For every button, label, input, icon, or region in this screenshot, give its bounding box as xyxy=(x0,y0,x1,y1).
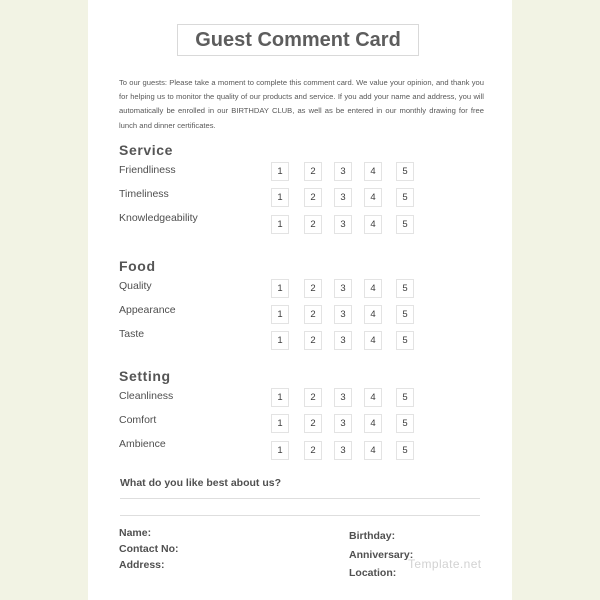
criterion-label: Cleanliness xyxy=(119,390,174,402)
birthday-label: Birthday: xyxy=(349,530,396,542)
rating-option[interactable]: 3 xyxy=(334,441,352,460)
rating-option[interactable]: 5 xyxy=(396,331,414,350)
rating-option[interactable]: 5 xyxy=(396,414,414,433)
rating-option[interactable]: 3 xyxy=(334,162,352,181)
intro-paragraph: To our guests: Please take a moment to complete this comment card. We value your opinion, and thank you for helping us to monitor the quality of our products and service. If you add your name and address, you will automatically be enrolled in our BIRTHDAY CLUB, as well as be entered in our monthly drawing for free lunch and dinner certificates. xyxy=(119,78,484,130)
rating-option[interactable]: 4 xyxy=(364,188,382,207)
rating-option[interactable]: 4 xyxy=(364,162,382,181)
rating-option[interactable]: 4 xyxy=(364,279,382,298)
section-heading: Service xyxy=(119,142,174,158)
location-label: Location: xyxy=(349,567,397,579)
rating-option[interactable]: 5 xyxy=(396,388,414,407)
rating-option[interactable]: 5 xyxy=(396,279,414,298)
rating-option[interactable]: 4 xyxy=(364,215,382,234)
rating-option[interactable]: 1 xyxy=(271,279,289,298)
name-label: Name: xyxy=(119,527,152,539)
rating-option[interactable]: 2 xyxy=(304,162,322,181)
best-about-us-question: What do you like best about us? xyxy=(120,477,282,489)
rating-option[interactable]: 5 xyxy=(396,441,414,460)
rating-option[interactable]: 5 xyxy=(396,162,414,181)
rating-option[interactable]: 3 xyxy=(334,188,352,207)
rating-option[interactable]: 3 xyxy=(334,215,352,234)
rating-option[interactable]: 2 xyxy=(304,215,322,234)
criterion-label: Taste xyxy=(119,328,145,340)
criterion-label: Knowledgeability xyxy=(119,212,198,224)
contact-no-label: Contact No: xyxy=(119,543,179,555)
answer-line[interactable] xyxy=(120,515,480,516)
section-heading: Food xyxy=(119,258,156,274)
rating-option[interactable]: 2 xyxy=(304,331,322,350)
answer-line[interactable] xyxy=(120,498,480,499)
criterion-label: Ambience xyxy=(119,438,166,450)
rating-option[interactable]: 2 xyxy=(304,441,322,460)
criterion-label: Timeliness xyxy=(119,188,169,200)
rating-option[interactable]: 2 xyxy=(304,305,322,324)
rating-option[interactable]: 1 xyxy=(271,331,289,350)
criterion-label: Appearance xyxy=(119,304,176,316)
rating-option[interactable]: 4 xyxy=(364,388,382,407)
rating-option[interactable]: 3 xyxy=(334,414,352,433)
page-title: Guest Comment Card xyxy=(177,24,419,56)
rating-option[interactable]: 1 xyxy=(271,441,289,460)
rating-option[interactable]: 1 xyxy=(271,215,289,234)
watermark: Template.net xyxy=(408,557,482,571)
rating-option[interactable]: 4 xyxy=(364,441,382,460)
rating-option[interactable]: 5 xyxy=(396,188,414,207)
rating-option[interactable]: 5 xyxy=(396,305,414,324)
criterion-label: Quality xyxy=(119,280,152,292)
criterion-label: Comfort xyxy=(119,414,157,426)
address-label: Address: xyxy=(119,559,165,571)
criterion-label: Friendliness xyxy=(119,164,176,176)
rating-option[interactable]: 1 xyxy=(271,388,289,407)
rating-option[interactable]: 5 xyxy=(396,215,414,234)
rating-option[interactable]: 2 xyxy=(304,188,322,207)
rating-option[interactable]: 3 xyxy=(334,388,352,407)
section-heading: Setting xyxy=(119,368,171,384)
rating-option[interactable]: 3 xyxy=(334,331,352,350)
rating-option[interactable]: 2 xyxy=(304,279,322,298)
rating-option[interactable]: 2 xyxy=(304,388,322,407)
rating-option[interactable]: 1 xyxy=(271,188,289,207)
rating-option[interactable]: 3 xyxy=(334,279,352,298)
rating-option[interactable]: 1 xyxy=(271,162,289,181)
rating-option[interactable]: 4 xyxy=(364,305,382,324)
rating-option[interactable]: 3 xyxy=(334,305,352,324)
rating-option[interactable]: 1 xyxy=(271,305,289,324)
rating-option[interactable]: 4 xyxy=(364,414,382,433)
rating-option[interactable]: 4 xyxy=(364,331,382,350)
rating-option[interactable]: 2 xyxy=(304,414,322,433)
rating-option[interactable]: 1 xyxy=(271,414,289,433)
anniversary-label: Anniversary: xyxy=(349,549,414,561)
